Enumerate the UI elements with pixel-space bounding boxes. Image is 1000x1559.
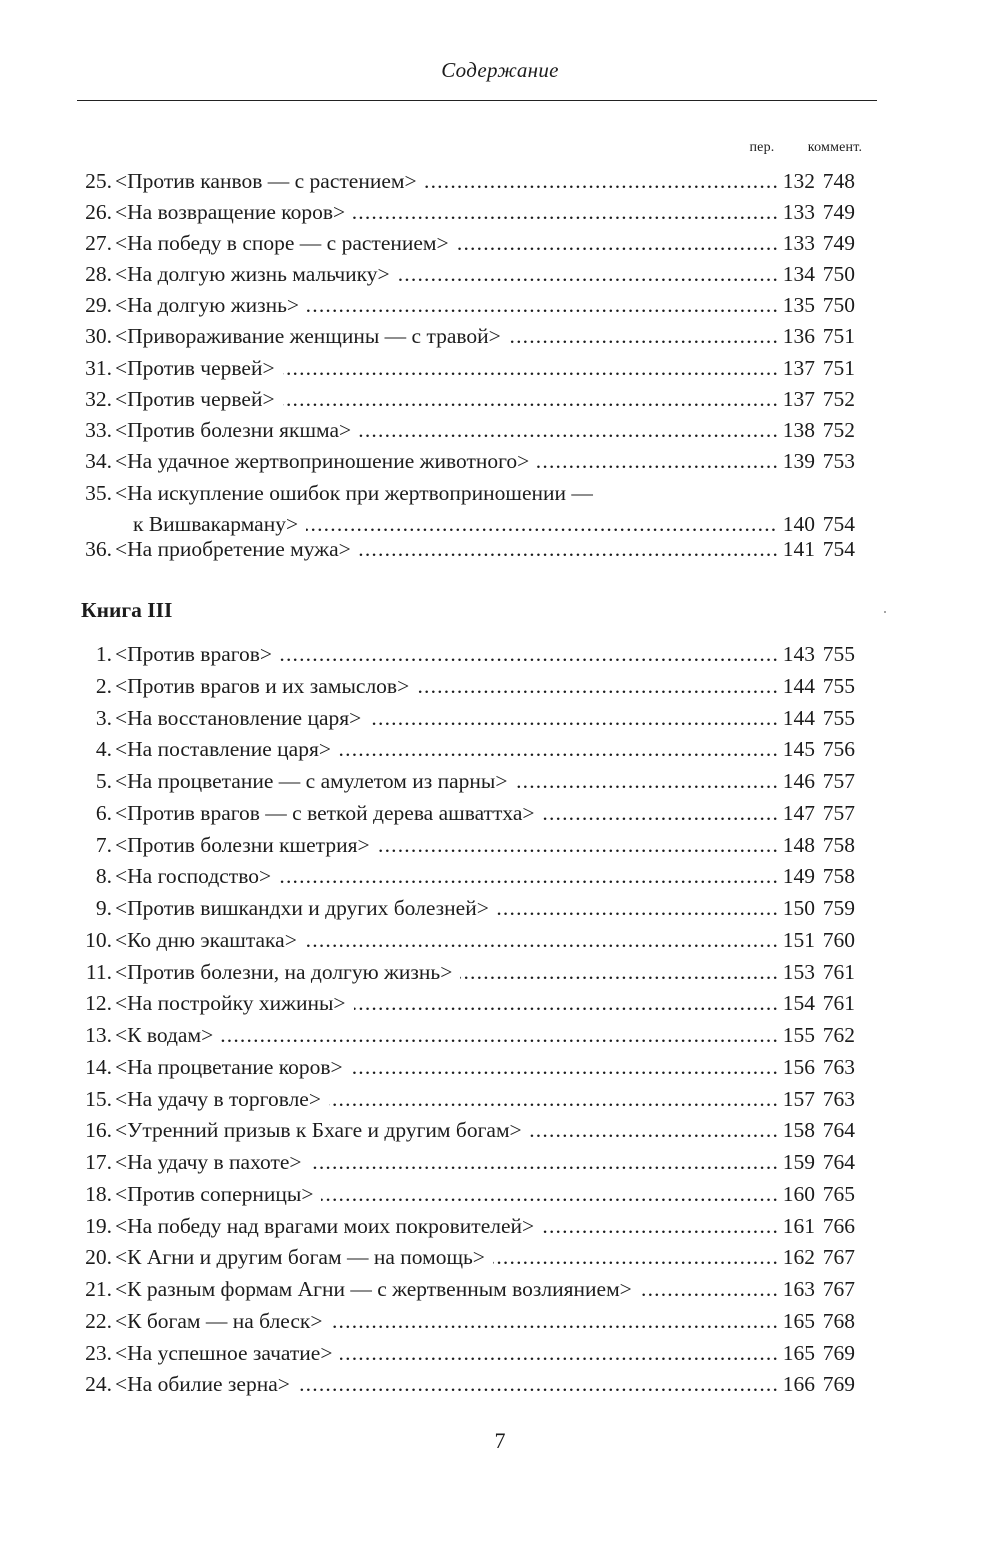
entry-number: 28. — [85, 262, 112, 287]
commentary-page: 767 — [822, 1277, 855, 1301]
toc-section-entry-35 — [77, 478, 877, 540]
toc-entry[interactable] — [77, 384, 877, 415]
toc-entry[interactable] — [77, 1084, 877, 1116]
translation-page: 141 — [782, 537, 815, 561]
commentary-page: 755 — [822, 642, 855, 666]
toc-entry[interactable] — [77, 830, 877, 862]
scan-speck — [884, 611, 886, 613]
entry-title: <На долгую жизнь мальчику> ..... — [115, 259, 777, 290]
entry-title: <На возвращение коров> ..... — [115, 197, 777, 228]
commentary-page: 756 — [822, 737, 855, 762]
entry-number: 9. — [95, 896, 112, 920]
translation-page: 150 — [782, 896, 815, 920]
translation-page: 137 — [782, 355, 815, 380]
translation-page: 143 — [782, 642, 815, 666]
toc-entry[interactable] — [77, 290, 877, 321]
commentary-page: 769 — [822, 1372, 855, 1397]
commentary-page: 750 — [822, 262, 855, 287]
translation-page: 137 — [782, 386, 815, 411]
toc-entry[interactable] — [77, 671, 877, 703]
entry-title: <Против врагов и их замыслов> ..... — [115, 671, 777, 702]
translation-page: 147 — [782, 800, 815, 825]
entry-number: 26. — [85, 200, 112, 225]
commentary-page: 769 — [822, 1340, 855, 1365]
translation-page: 163 — [782, 1277, 815, 1301]
toc-entry[interactable] — [77, 798, 877, 830]
translation-page: 149 — [782, 864, 815, 889]
entry-title: <Против червей> ..... — [115, 384, 777, 415]
toc-section-book3 — [77, 639, 877, 1401]
translation-page: 146 — [782, 769, 815, 793]
translation-page: 165 — [782, 1340, 815, 1365]
translation-page: 144 — [782, 673, 815, 698]
commentary-page: 765 — [822, 1181, 855, 1206]
entry-number: 18. — [85, 1181, 112, 1206]
entry-title-line-1: <На искупление ошибок при жертвоприношении — — [115, 478, 777, 509]
entry-number: 15. — [85, 1086, 112, 1111]
running-head: Содержание — [441, 58, 559, 82]
column-header-commentary-page: коммент. — [807, 140, 863, 155]
entry-number: 16. — [85, 1118, 112, 1143]
commentary-page: 763 — [822, 1054, 855, 1079]
commentary-page: 748 — [822, 169, 855, 193]
translation-page: 140 — [782, 512, 815, 536]
translation-page: 166 — [782, 1372, 815, 1397]
translation-page: 134 — [782, 262, 815, 287]
commentary-page: 766 — [822, 1213, 855, 1238]
toc-entry[interactable] — [77, 766, 877, 798]
toc-entry[interactable] — [77, 478, 877, 540]
toc-entry[interactable] — [77, 446, 877, 477]
toc-entry[interactable] — [77, 639, 877, 671]
entry-title: <На удачу в торговле> ..... — [115, 1084, 777, 1115]
translation-page: 138 — [782, 417, 815, 442]
entry-title: <На победу над врагами моих покровителей> ..... — [115, 1211, 777, 1242]
entry-title: <На победу в споре — с растением> ..... — [115, 228, 777, 259]
toc-entry[interactable] — [77, 1274, 877, 1306]
entry-title: <Ко дню экаштака> ..... — [115, 925, 777, 956]
translation-page: 133 — [782, 200, 815, 225]
entry-title: <На процветание — с амулетом из парны> ..... — [115, 766, 777, 797]
toc-entry[interactable] — [77, 1115, 877, 1147]
translation-page: 139 — [782, 448, 815, 473]
entry-number: 8. — [95, 864, 112, 889]
toc-entry[interactable] — [77, 259, 877, 290]
entry-number: 32. — [85, 386, 112, 411]
entry-title: <На удачное жертвоприношение животного> ..... — [115, 446, 777, 477]
commentary-page: 749 — [822, 231, 855, 256]
translation-page: 161 — [782, 1213, 815, 1238]
toc-entry[interactable] — [77, 228, 877, 259]
commentary-page: 768 — [822, 1308, 855, 1333]
toc-entry[interactable] — [77, 534, 877, 565]
translation-page: 145 — [782, 737, 815, 762]
toc-entry[interactable] — [77, 1147, 877, 1179]
toc-entry[interactable] — [77, 197, 877, 228]
book-heading: Книга III — [81, 598, 173, 622]
entry-title: <На успешное зачатие> ..... — [115, 1338, 777, 1369]
entry-title: <К богам — на блеск> ..... — [115, 1306, 777, 1337]
translation-page: 159 — [782, 1150, 815, 1174]
entry-title: <На обилие зерна> ..... — [115, 1369, 777, 1400]
entry-title: <К водам> ..... — [115, 1020, 777, 1051]
entry-title: <На долгую жизнь> ..... — [115, 290, 777, 321]
entry-title: <Против червей> ..... — [115, 353, 777, 384]
entry-title: <Против болезни кшетрия> ..... — [115, 830, 777, 861]
entry-number: 6. — [95, 800, 112, 825]
toc-entry[interactable] — [77, 1338, 877, 1370]
entry-number: 17. — [85, 1150, 112, 1174]
translation-page: 133 — [782, 231, 815, 256]
entry-title: <Утренний призыв к Бхаге и другим богам> ..... — [115, 1115, 777, 1146]
commentary-page: 758 — [822, 864, 855, 889]
entry-number: 27. — [85, 231, 112, 256]
entry-number: 36. — [85, 537, 112, 561]
toc-entry[interactable] — [77, 1020, 877, 1052]
toc-entry[interactable] — [77, 988, 877, 1020]
toc-entry[interactable] — [77, 166, 877, 197]
header-rule — [77, 100, 877, 101]
commentary-page: 757 — [822, 800, 855, 825]
commentary-page: 754 — [822, 537, 855, 561]
commentary-page: 755 — [822, 705, 855, 730]
entry-title: <На постройку хижины> ..... — [115, 988, 777, 1019]
translation-page: 156 — [782, 1054, 815, 1079]
entry-title: <На приобретение мужа> ..... — [115, 534, 777, 565]
toc-entry[interactable] — [77, 861, 877, 893]
entry-number: 13. — [85, 1023, 112, 1047]
commentary-page: 753 — [822, 448, 855, 473]
commentary-page: 757 — [822, 769, 855, 793]
toc-entry[interactable] — [77, 1369, 877, 1401]
translation-page: 158 — [782, 1118, 815, 1143]
toc-section-book2-tail — [77, 166, 877, 477]
toc-entry[interactable] — [77, 321, 877, 352]
entry-number: 23. — [85, 1340, 112, 1365]
entry-number: 29. — [85, 293, 112, 318]
toc-entry[interactable] — [77, 925, 877, 957]
commentary-page: 762 — [822, 1023, 855, 1047]
toc-entry[interactable] — [77, 353, 877, 384]
entry-number: 11. — [85, 959, 112, 984]
toc-entry[interactable] — [77, 703, 877, 735]
commentary-page: 764 — [822, 1118, 855, 1143]
entry-number: 21. — [85, 1277, 112, 1301]
entry-number: 3. — [95, 705, 112, 730]
translation-page: 153 — [782, 959, 815, 984]
toc-entry[interactable] — [77, 1242, 877, 1274]
commentary-page: 759 — [822, 896, 855, 920]
entry-number: 10. — [85, 927, 112, 952]
entry-title: <Против болезни, на долгую жизнь> ..... — [115, 957, 777, 988]
entry-number: 4. — [95, 737, 112, 762]
translation-page: 136 — [782, 324, 815, 349]
commentary-page: 758 — [822, 832, 855, 857]
commentary-page: 751 — [822, 355, 855, 380]
toc-entry[interactable] — [77, 1052, 877, 1084]
commentary-page: 760 — [822, 927, 855, 952]
commentary-page: 751 — [822, 324, 855, 349]
toc-entry[interactable] — [77, 957, 877, 989]
toc-entry[interactable] — [77, 734, 877, 766]
entry-number: 34. — [85, 448, 112, 473]
entry-title-line-2: к Вишвакарману> ..... — [133, 509, 777, 540]
translation-page: 148 — [782, 832, 815, 857]
entry-title: <Против врагов> ..... — [115, 639, 777, 670]
entry-number: 2. — [95, 673, 112, 698]
entry-title: <Против соперницы> ..... — [115, 1179, 777, 1210]
commentary-page: 750 — [822, 293, 855, 318]
entry-number: 20. — [85, 1245, 112, 1270]
entry-number: 12. — [85, 991, 112, 1016]
entry-title: <На процветание коров> ..... — [115, 1052, 777, 1083]
entry-title: <К разным формам Агни — с жертвенным возлиянием> ..... — [115, 1274, 777, 1305]
commentary-page: 749 — [822, 200, 855, 225]
column-header-translation-page: пер. — [749, 140, 775, 155]
entry-number: 25. — [85, 169, 112, 193]
page-number: 7 — [494, 1428, 506, 1453]
entry-title: <К Агни и другим богам — на помощь> ..... — [115, 1242, 777, 1273]
entry-number: 31. — [85, 355, 112, 380]
toc-entry[interactable] — [77, 1211, 877, 1243]
commentary-page: 763 — [822, 1086, 855, 1111]
commentary-page: 767 — [822, 1245, 855, 1270]
toc-entry[interactable] — [77, 1306, 877, 1338]
translation-page: 162 — [782, 1245, 815, 1270]
entry-number: 22. — [85, 1308, 112, 1333]
entry-title: <Против вишкандхи и других болезней> ..... — [115, 893, 777, 924]
entry-title: <Против канвов — с растением> ..... — [115, 166, 777, 197]
toc-entry[interactable] — [77, 893, 877, 925]
translation-page: 154 — [782, 991, 815, 1016]
commentary-page: 752 — [822, 386, 855, 411]
translation-page: 155 — [782, 1023, 815, 1047]
entry-title: <На восстановление царя> ..... — [115, 703, 777, 734]
entry-number: 33. — [85, 417, 112, 442]
entry-number: 7. — [95, 832, 112, 857]
commentary-page: 761 — [822, 991, 855, 1016]
commentary-page: 764 — [822, 1150, 855, 1174]
entry-number: 14. — [85, 1054, 112, 1079]
toc-entry[interactable] — [77, 415, 877, 446]
entry-number: 5. — [95, 769, 112, 793]
commentary-page: 754 — [822, 512, 855, 536]
entry-title: <Против болезни якшма> ..... — [115, 415, 777, 446]
toc-entry[interactable] — [77, 1179, 877, 1211]
translation-page: 157 — [782, 1086, 815, 1111]
toc-section-entry-36 — [77, 534, 877, 565]
translation-page: 132 — [782, 169, 815, 193]
entry-number: 24. — [85, 1372, 112, 1397]
entry-title: <На удачу в пахоте> ..... — [115, 1147, 777, 1178]
entry-title: <Против врагов — с веткой дерева ашваттха> ..... — [115, 798, 777, 829]
commentary-page: 761 — [822, 959, 855, 984]
translation-page: 151 — [782, 927, 815, 952]
commentary-page: 755 — [822, 673, 855, 698]
entry-title: <На поставление царя> ..... — [115, 734, 777, 765]
commentary-page: 752 — [822, 417, 855, 442]
entry-number: 30. — [85, 324, 112, 349]
translation-page: 135 — [782, 293, 815, 318]
translation-page: 144 — [782, 705, 815, 730]
entry-title: <На господство> ..... — [115, 861, 777, 892]
entry-number: 1. — [95, 642, 112, 666]
translation-page: 160 — [782, 1181, 815, 1206]
entry-title: <Привораживание женщины — с травой> ..... — [115, 321, 777, 352]
translation-page: 165 — [782, 1308, 815, 1333]
entry-number: 19. — [85, 1213, 112, 1238]
entry-number: 35. — [85, 481, 112, 505]
